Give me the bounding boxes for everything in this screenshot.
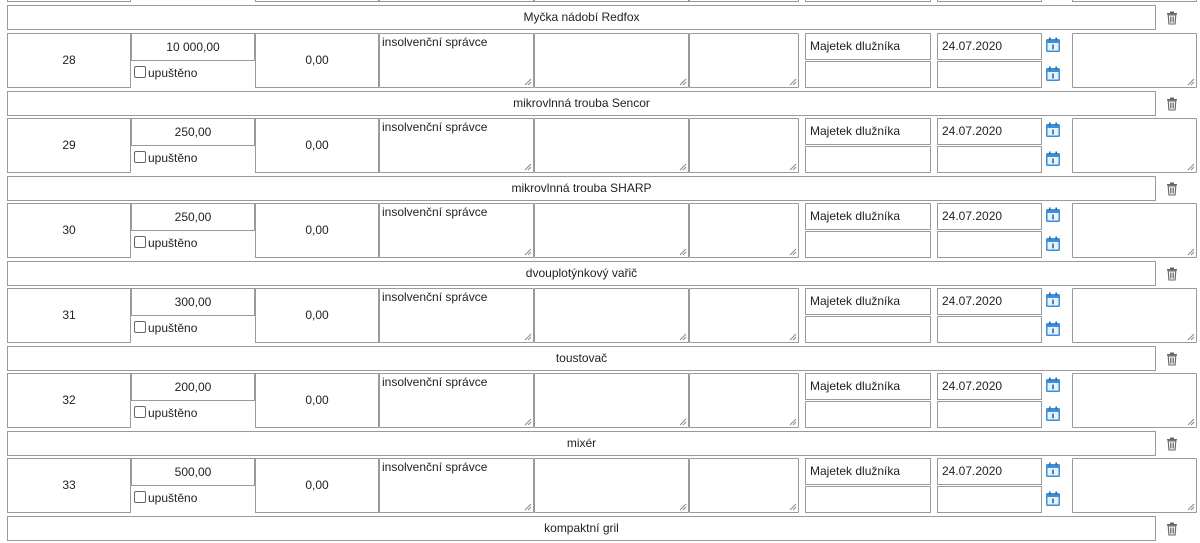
item-name-text: Myčka nádobí Redfox	[523, 10, 640, 24]
owner-field-2[interactable]	[805, 316, 931, 343]
date-field-2[interactable]	[937, 401, 1042, 428]
asset-row	[7, 288, 1197, 343]
resize-grip-icon[interactable]	[1187, 248, 1195, 256]
waived-label: upuštěno	[148, 406, 198, 420]
resize-grip-icon[interactable]	[679, 163, 687, 171]
resize-grip-icon[interactable]	[679, 503, 687, 511]
row-number: 33	[7, 458, 131, 513]
person-text: insolvenční správce	[382, 460, 488, 474]
note-textarea[interactable]	[534, 288, 689, 343]
calendar-icon[interactable]	[1045, 491, 1061, 507]
resize-grip-icon[interactable]	[1187, 418, 1195, 426]
waived-label: upuštěno	[148, 151, 198, 165]
note2-textarea[interactable]	[689, 288, 799, 343]
calendar-icon[interactable]	[1045, 462, 1061, 478]
date-field-2[interactable]	[937, 61, 1042, 88]
trash-icon[interactable]	[1166, 97, 1178, 111]
date-field-2[interactable]	[937, 146, 1042, 173]
owner-field[interactable]: Majetek dlužníka	[805, 33, 931, 60]
resize-grip-icon[interactable]	[524, 248, 532, 256]
person-textarea[interactable]	[379, 373, 534, 428]
extra-textarea[interactable]	[1072, 33, 1197, 88]
resize-grip-icon[interactable]	[1187, 78, 1195, 86]
note-textarea[interactable]	[534, 203, 689, 258]
resize-grip-icon[interactable]	[679, 248, 687, 256]
person-textarea[interactable]	[379, 118, 534, 173]
resize-grip-icon[interactable]	[524, 78, 532, 86]
extra-textarea[interactable]	[1072, 288, 1197, 343]
date-field[interactable]: 24.07.2020	[937, 33, 1042, 60]
extra-textarea[interactable]	[1072, 203, 1197, 258]
waived-checkbox-label[interactable]	[134, 65, 197, 81]
resize-grip-icon[interactable]	[524, 163, 532, 171]
asset-row	[7, 33, 1197, 88]
owner-field[interactable]: Majetek dlužníka	[805, 288, 931, 315]
calendar-icon[interactable]	[1045, 321, 1061, 337]
owner-field[interactable]: Majetek dlužníka	[805, 373, 931, 400]
prev-row-cell	[1072, 0, 1197, 2]
note-textarea[interactable]	[534, 33, 689, 88]
value-field[interactable]: 250,00	[131, 118, 255, 146]
resize-grip-icon[interactable]	[679, 78, 687, 86]
waived-checkbox[interactable]	[134, 151, 146, 163]
person-text: insolvenční správce	[382, 205, 488, 219]
calendar-icon[interactable]	[1045, 207, 1061, 223]
row-number: 29	[7, 118, 131, 173]
prev-row-cell	[255, 0, 379, 2]
owner-field[interactable]: Majetek dlužníka	[805, 458, 931, 485]
waived-checkbox[interactable]	[134, 491, 146, 503]
date-field[interactable]: 24.07.2020	[937, 288, 1042, 315]
value-field[interactable]: 500,00	[131, 458, 255, 486]
item-name-bar[interactable]	[7, 346, 1156, 371]
item-name-text: kompaktní gril	[544, 521, 619, 535]
waived-checkbox[interactable]	[134, 406, 146, 418]
zero-value: 0,00	[255, 33, 379, 88]
resize-grip-icon[interactable]	[789, 418, 797, 426]
date-field[interactable]: 24.07.2020	[937, 458, 1042, 485]
prev-row-cell	[534, 0, 689, 2]
note2-textarea[interactable]	[689, 203, 799, 258]
asset-row	[7, 203, 1197, 258]
note-textarea[interactable]	[534, 118, 689, 173]
resize-grip-icon[interactable]	[524, 333, 532, 341]
prev-row-cell	[7, 0, 131, 2]
owner-field[interactable]: Majetek dlužníka	[805, 118, 931, 145]
date-field-2[interactable]	[937, 486, 1042, 513]
row-number: 30	[7, 203, 131, 258]
date-field[interactable]: 24.07.2020	[937, 373, 1042, 400]
person-textarea[interactable]	[379, 33, 534, 88]
prev-row-cell	[805, 0, 931, 2]
person-text: insolvenční správce	[382, 375, 488, 389]
item-name-bar[interactable]	[7, 176, 1156, 201]
prev-row-cell	[937, 0, 1042, 2]
owner-field-2[interactable]	[805, 146, 931, 173]
calendar-icon[interactable]	[1045, 66, 1061, 82]
trash-icon[interactable]	[1166, 11, 1178, 25]
person-text: insolvenční správce	[382, 120, 488, 134]
calendar-icon[interactable]	[1045, 406, 1061, 422]
resize-grip-icon[interactable]	[1187, 163, 1195, 171]
person-text: insolvenční správce	[382, 290, 488, 304]
waived-checkbox-label[interactable]	[134, 235, 197, 251]
zero-value: 0,00	[255, 288, 379, 343]
asset-row	[7, 118, 1197, 173]
owner-field-2[interactable]	[805, 486, 931, 513]
person-textarea[interactable]	[379, 288, 534, 343]
trash-icon[interactable]	[1166, 437, 1178, 451]
calendar-icon[interactable]	[1045, 151, 1061, 167]
owner-field[interactable]: Majetek dlužníka	[805, 203, 931, 230]
waived-label: upuštěno	[148, 66, 198, 80]
resize-grip-icon[interactable]	[789, 248, 797, 256]
waived-checkbox[interactable]	[134, 321, 146, 333]
item-name-text: mixér	[566, 436, 597, 450]
note-textarea[interactable]	[534, 458, 689, 513]
asset-row	[7, 373, 1197, 428]
value-field[interactable]: 10 000,00	[131, 33, 255, 61]
extra-textarea[interactable]	[1072, 118, 1197, 173]
waived-checkbox-label[interactable]	[134, 150, 197, 166]
waived-checkbox-label[interactable]	[134, 405, 197, 421]
extra-textarea[interactable]	[1072, 458, 1197, 513]
waived-checkbox[interactable]	[134, 236, 146, 248]
item-name-text: mikrovlnná trouba SHARP	[511, 181, 652, 195]
item-name-bar[interactable]	[7, 91, 1156, 116]
calendar-icon[interactable]	[1045, 292, 1061, 308]
waived-checkbox[interactable]	[134, 66, 146, 78]
calendar-icon[interactable]	[1045, 377, 1061, 393]
zero-value: 0,00	[255, 118, 379, 173]
prev-row-cell	[689, 0, 799, 2]
value-field[interactable]: 300,00	[131, 288, 255, 316]
trash-icon[interactable]	[1166, 352, 1178, 366]
trash-icon[interactable]	[1166, 522, 1178, 536]
resize-grip-icon[interactable]	[789, 78, 797, 86]
prev-row-cell	[379, 0, 534, 2]
date-field-2[interactable]	[937, 231, 1042, 258]
waived-checkbox-label[interactable]	[134, 490, 197, 506]
date-field[interactable]: 24.07.2020	[937, 203, 1042, 230]
calendar-icon[interactable]	[1045, 122, 1061, 138]
waived-checkbox-label[interactable]	[134, 320, 197, 336]
date-field[interactable]: 24.07.2020	[937, 118, 1042, 145]
item-name-text: mikrovlnná trouba Sencor	[513, 96, 650, 110]
item-name-bar[interactable]	[7, 261, 1156, 286]
zero-value: 0,00	[255, 373, 379, 428]
waived-label: upuštěno	[148, 236, 198, 250]
resize-grip-icon[interactable]	[1187, 503, 1195, 511]
asset-row	[7, 458, 1197, 513]
owner-field-2[interactable]	[805, 231, 931, 258]
item-name-text: toustovač	[555, 351, 608, 365]
extra-textarea[interactable]	[1072, 373, 1197, 428]
owner-field-2[interactable]	[805, 61, 931, 88]
zero-value: 0,00	[255, 458, 379, 513]
date-field-2[interactable]	[937, 316, 1042, 343]
zero-value: 0,00	[255, 203, 379, 258]
resize-grip-icon[interactable]	[524, 418, 532, 426]
note2-textarea[interactable]	[689, 458, 799, 513]
resize-grip-icon[interactable]	[789, 503, 797, 511]
item-name-bar[interactable]	[7, 431, 1156, 456]
value-field[interactable]: 250,00	[131, 203, 255, 231]
row-number: 28	[7, 33, 131, 88]
waived-label: upuštěno	[148, 491, 198, 505]
waived-label: upuštěno	[148, 321, 198, 335]
row-number: 32	[7, 373, 131, 428]
person-text: insolvenční správce	[382, 35, 488, 49]
value-field[interactable]: 200,00	[131, 373, 255, 401]
item-name-bar[interactable]	[7, 5, 1156, 30]
resize-grip-icon[interactable]	[789, 163, 797, 171]
calendar-icon[interactable]	[1045, 37, 1061, 53]
owner-field-2[interactable]	[805, 401, 931, 428]
person-textarea[interactable]	[379, 458, 534, 513]
resize-grip-icon[interactable]	[789, 333, 797, 341]
note2-textarea[interactable]	[689, 33, 799, 88]
item-name-text: dvouplotýnkový vařič	[525, 266, 638, 280]
trash-icon[interactable]	[1166, 182, 1178, 196]
resize-grip-icon[interactable]	[679, 333, 687, 341]
resize-grip-icon[interactable]	[679, 418, 687, 426]
note2-textarea[interactable]	[689, 373, 799, 428]
note2-textarea[interactable]	[689, 118, 799, 173]
item-name-bar[interactable]	[7, 516, 1156, 541]
note-textarea[interactable]	[534, 373, 689, 428]
person-textarea[interactable]	[379, 203, 534, 258]
row-number: 31	[7, 288, 131, 343]
resize-grip-icon[interactable]	[524, 503, 532, 511]
calendar-icon[interactable]	[1045, 236, 1061, 252]
trash-icon[interactable]	[1166, 267, 1178, 281]
resize-grip-icon[interactable]	[1187, 333, 1195, 341]
